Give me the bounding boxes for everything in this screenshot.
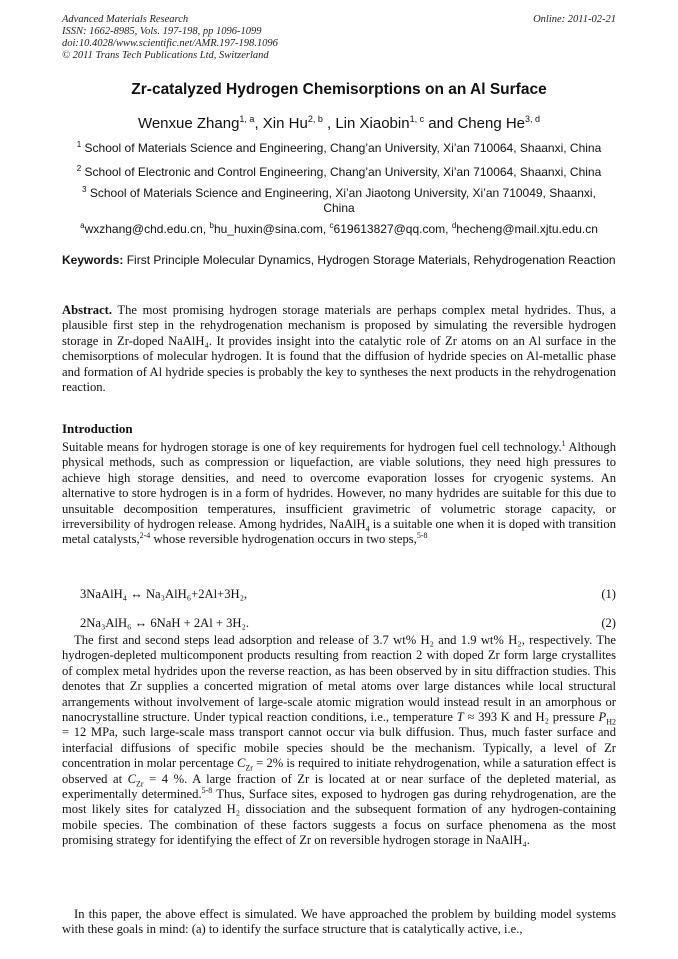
- equation-number: (2): [601, 616, 616, 630]
- email-link[interactable]: hu_huxin@sina.com: [213, 222, 323, 236]
- abstract-label: Abstract.: [62, 303, 113, 317]
- email-tag: c: [329, 221, 334, 230]
- author-list: Wenxue Zhang$^{1, a}$, Xin Hu$^{2, b}$ , Lin Xiaobin$^{1, c}$ and Cheng He$^{3, d}$: [137, 114, 541, 132]
- paragraph-text: = 12 MPa, such large-scale mass transport cannot occur via bulk diffusion. Thus, much faster surface and interfacial diffusions of specific mobile species should be the mechanism. Typically, a level of Zr concentration in molar percentage: [62, 725, 616, 771]
- paragraph-text: is a suitable one when it is doped with transition metal catalysts,: [62, 517, 616, 547]
- abstract: [62, 303, 616, 395]
- equation-1: [80, 587, 616, 602]
- affiliation-text: School of Electronic and Control Engineering, Chang’an University, Xi’an 710064, Shaanxi, China: [84, 165, 602, 179]
- author-affiliation-mark: 1, a: [239, 114, 255, 124]
- affiliation: [62, 182, 616, 216]
- author-name: Cheng He: [457, 115, 526, 132]
- keywords: [62, 253, 616, 268]
- affiliation-text: School of Materials Science and Engineering, Xi’an Jiaotong University, Xi’an 710049, Shaanxi, China: [89, 186, 596, 215]
- issn-line: ISSN: 1662-8985, Vols. 197-198, pp 1096-1099: [62, 26, 262, 37]
- affiliation-number: 2: [76, 164, 82, 173]
- paragraph-text: Although physical methods, such as compression or liquefaction, are viable solutions, they need high pressures to achieve high storage densities, and need to overcome evaporation losses for cryogenic systems. An alternative to store hydrogen is in a form of hydrides. However, no many hydrides are suitable for this due to unsuitable decomposition temperatures, insufficient gravimetric of volumetric storage capacity, or irreversibility of hydrogen release. Among hydrides, NaAlH: [62, 440, 617, 532]
- subscript: Zr: [136, 779, 144, 789]
- affiliation: [62, 161, 616, 180]
- math-variable: P: [598, 710, 607, 725]
- journal-header: [62, 14, 616, 62]
- doi-line: doi:10.4028/www.scientific.net/AMR.197-198.1096: [62, 38, 278, 49]
- author-affiliation-mark: 1, c: [409, 114, 425, 124]
- intro-paragraph-2: [62, 633, 616, 849]
- affiliation-number: 1: [76, 140, 82, 149]
- paragraph-text: whose reversible hydrogenation occurs in two steps,: [150, 532, 417, 547]
- paragraph-text: Suitable means for hydrogen storage is one of key requirements for hydrogen fuel cell technology.: [62, 440, 562, 454]
- paragraph-text: ≈ 393 K and H₂ pressure: [463, 710, 599, 725]
- math-variable: C: [127, 771, 137, 786]
- subscript: H2: [606, 717, 616, 727]
- intro-paragraph-1: [62, 440, 616, 548]
- author-affiliation-mark: 2, b: [307, 114, 323, 124]
- equation-2: [80, 616, 616, 631]
- paper-title: Zr-catalyzed Hydrogen Chemisorptions on an Al Surface: [131, 81, 547, 98]
- journal-name: Advanced Materials Research: [62, 14, 189, 25]
- abstract-text: The most promising hydrogen storage materials are perhaps complex metal hydrides. Thus, a plausible first step in the rehydrogenation mechanism is proposed by simulating the reversible hydrogen storage in Zr-doped NaAlH₄. It provides insight into the catalytic role of Zr atoms on an Al surface in the chemisorptions of molecular hydrogen. It is found that the diffusion of hydride species on Al-metallic phase and formation of Al hydride species is probably the key to syntheses the next products in the rehydrogenation reaction.: [62, 303, 616, 395]
- email-tag: b: [209, 221, 214, 230]
- email-list: $^a$wxzhang@chd.edu.cn, $^b$hu_huxin@sina.com, $^c$619613827@qq.com, $^d$hecheng@mail.xjtu.edu.cn: [80, 221, 598, 236]
- paragraph-text: = 2% is required to initiate rehydrogenation, while a saturation effect is observed at: [62, 756, 616, 786]
- author-name: Xin Hu: [262, 115, 308, 132]
- equation-number: (1): [601, 587, 616, 601]
- keywords-label: Keywords:: [62, 253, 124, 267]
- keywords-text: First Principle Molecular Dynamics, Hydrogen Storage Materials, Rehydrogenation Reaction: [126, 253, 616, 267]
- paragraph-text: Thus, Surface sites, exposed to hydrogen gas during rehydrogenation, are the most likely sites for catalyzed H₂ dissociation and the subsequent formation of any hydrogen-containing mobile species. The combination of these factors suggests a focus on surface phenomena as the most promising strategy for identifying the effect of Zr on reversible hydrogen storage in NaAlH₄.: [62, 787, 616, 848]
- citation: 5-8: [416, 531, 428, 541]
- affiliation: [62, 137, 616, 156]
- author-name: Lin Xiaobin: [335, 115, 410, 132]
- equation-text: 3NaAlH₄ ↔ Na₃AlH₆+2Al+3H₂,: [80, 587, 248, 601]
- online-date: Online: 2011-02-21: [533, 14, 616, 25]
- email-link[interactable]: hecheng@mail.xjtu.edu.cn: [456, 222, 598, 236]
- email-link[interactable]: wxzhang@chd.edu.cn: [84, 222, 203, 236]
- citation: 5-8: [201, 785, 213, 795]
- author-name: Wenxue Zhang: [137, 115, 240, 132]
- email-tag: a: [80, 221, 85, 230]
- citation: 2-4: [139, 531, 151, 541]
- subscript: Zr: [245, 763, 253, 773]
- math-variable: T: [456, 710, 464, 725]
- paragraph-text: The first and second steps lead adsorption and release of 3.7 wt% H₂ and 1.9 wt% H₂, respectively. The hydrogen-depleted multicomponent products resulting from reaction 2 with doped Zr form large crystallites of complex metal hydrides upon the reverse reaction, as has been observed by in situ diffraction studies. This denotes that Zr supplies a concerted migration of metal atoms over large distances while local structural arrangements without involvement of large-scale atomic migration would instead result in an amorphous or nanocrystalline structure. Under typical reaction conditions, i.e., temperature: [62, 633, 616, 725]
- email-tag: d: [451, 221, 457, 230]
- math-variable: C: [237, 756, 246, 771]
- copyright-line: © 2011 Trans Tech Publications Ltd, Switzerland: [62, 50, 269, 61]
- email-link[interactable]: 619613827@qq.com: [333, 222, 446, 236]
- subscript: 4: [365, 524, 370, 534]
- equation-text: 2Na₃AlH₆ ↔ 6NaH + 2Al + 3H₂.: [80, 616, 250, 630]
- paragraph-text: = 4 %. A large fraction of Zr is located at or near surface of the depleted material, as experimentally determined.: [62, 771, 616, 802]
- section-heading: Introduction: [62, 421, 133, 436]
- citation: 1: [561, 438, 566, 448]
- affiliation-text: School of Materials Science and Engineering, Chang’an University, Xi’an 710064, Shaanxi, China: [84, 141, 602, 155]
- author-affiliation-mark: 3, d: [525, 114, 541, 124]
- affiliation-number: 3: [82, 185, 87, 194]
- intro-paragraph-3: In this paper, the above effect is simulated. We have approached the problem by building model systems with these goals in mind: (a) to identify the surface structure that is catalytically active, i.e.,: [62, 907, 616, 937]
